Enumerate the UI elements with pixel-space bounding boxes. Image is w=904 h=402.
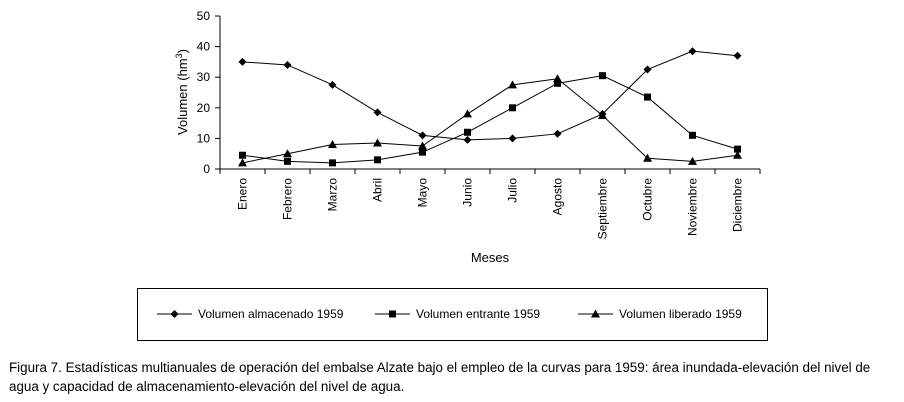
y-tick-label: 20 — [196, 100, 210, 115]
data-point-triangle — [463, 109, 472, 117]
data-point-diamond — [374, 108, 382, 116]
x-tick-label: Mayo — [415, 178, 430, 208]
legend-entry — [578, 307, 742, 321]
x-tick-label: Noviembre — [685, 178, 700, 237]
y-tick-label: 10 — [196, 131, 210, 146]
data-point-diamond — [734, 52, 742, 60]
series-line — [243, 76, 738, 163]
y-tick-label: 30 — [196, 70, 210, 85]
data-point-square — [464, 129, 471, 136]
data-point-diamond — [554, 130, 562, 138]
x-tick-label: Enero — [235, 178, 250, 211]
x-tick-label: Septiembre — [595, 178, 610, 240]
data-point-diamond — [464, 136, 472, 144]
chart-series — [238, 47, 742, 166]
data-point-diamond — [239, 58, 247, 66]
legend-label: Volumen almacenado 1959 — [198, 307, 344, 321]
x-axis-label: Meses — [470, 250, 510, 265]
y-tick-label: 50 — [196, 9, 210, 23]
x-tick-label: Junio — [460, 178, 475, 207]
data-point-diamond — [329, 81, 337, 89]
x-tick-label: Diciembre — [730, 178, 745, 233]
series-square — [239, 72, 741, 166]
legend-marker-diamond — [171, 310, 179, 318]
y-axis-label-superscript: 3 — [174, 53, 184, 59]
y-tick-label: 40 — [196, 39, 210, 54]
x-tick-label: Febrero — [280, 178, 295, 221]
tick-labels — [197, 9, 745, 239]
legend-entry — [157, 307, 344, 321]
x-tick-label: Agosto — [550, 178, 565, 216]
figure-caption: Figura 7. Estadísticas multianuales de operación del embalse Alzate bajo el empleo de la curvas para 1959: área inundada-elevación del nivel de agua y capacidad de almacenamiento-elevación del nivel de agua. — [9, 360, 871, 394]
data-point-square — [284, 158, 291, 165]
y-axis-label-main: Volumen (hm — [175, 58, 190, 135]
data-point-square — [599, 72, 606, 79]
y-axis-label — [174, 49, 190, 135]
data-point-diamond — [509, 134, 517, 142]
data-point-square — [329, 159, 336, 166]
legend-label: Volumen liberado 1959 — [619, 307, 742, 321]
data-point-square — [689, 132, 696, 139]
legend-label: Volumen entrante 1959 — [416, 307, 541, 321]
y-tick-label: 0 — [203, 162, 210, 176]
x-tick-label: Marzo — [325, 178, 340, 212]
chart-axes — [215, 16, 760, 174]
legend-marker-square — [389, 311, 396, 318]
data-point-triangle — [553, 74, 562, 82]
data-point-triangle — [373, 138, 382, 146]
data-point-square — [374, 156, 381, 163]
series-diamond — [239, 47, 742, 144]
data-point-diamond — [419, 131, 427, 139]
data-point-square — [419, 149, 426, 156]
x-tick-label: Abril — [370, 178, 385, 203]
data-point-square — [644, 94, 651, 101]
series-line — [243, 51, 738, 140]
data-point-diamond — [284, 61, 292, 69]
data-point-square — [239, 152, 246, 159]
series-line — [243, 79, 738, 163]
y-axis-label-close: ) — [175, 49, 190, 54]
data-point-square — [509, 104, 516, 111]
legend — [157, 307, 742, 321]
x-tick-label: Julio — [505, 178, 520, 203]
legend-entry — [375, 307, 540, 321]
x-tick-label: Octubre — [640, 178, 655, 221]
data-point-diamond — [689, 47, 697, 55]
